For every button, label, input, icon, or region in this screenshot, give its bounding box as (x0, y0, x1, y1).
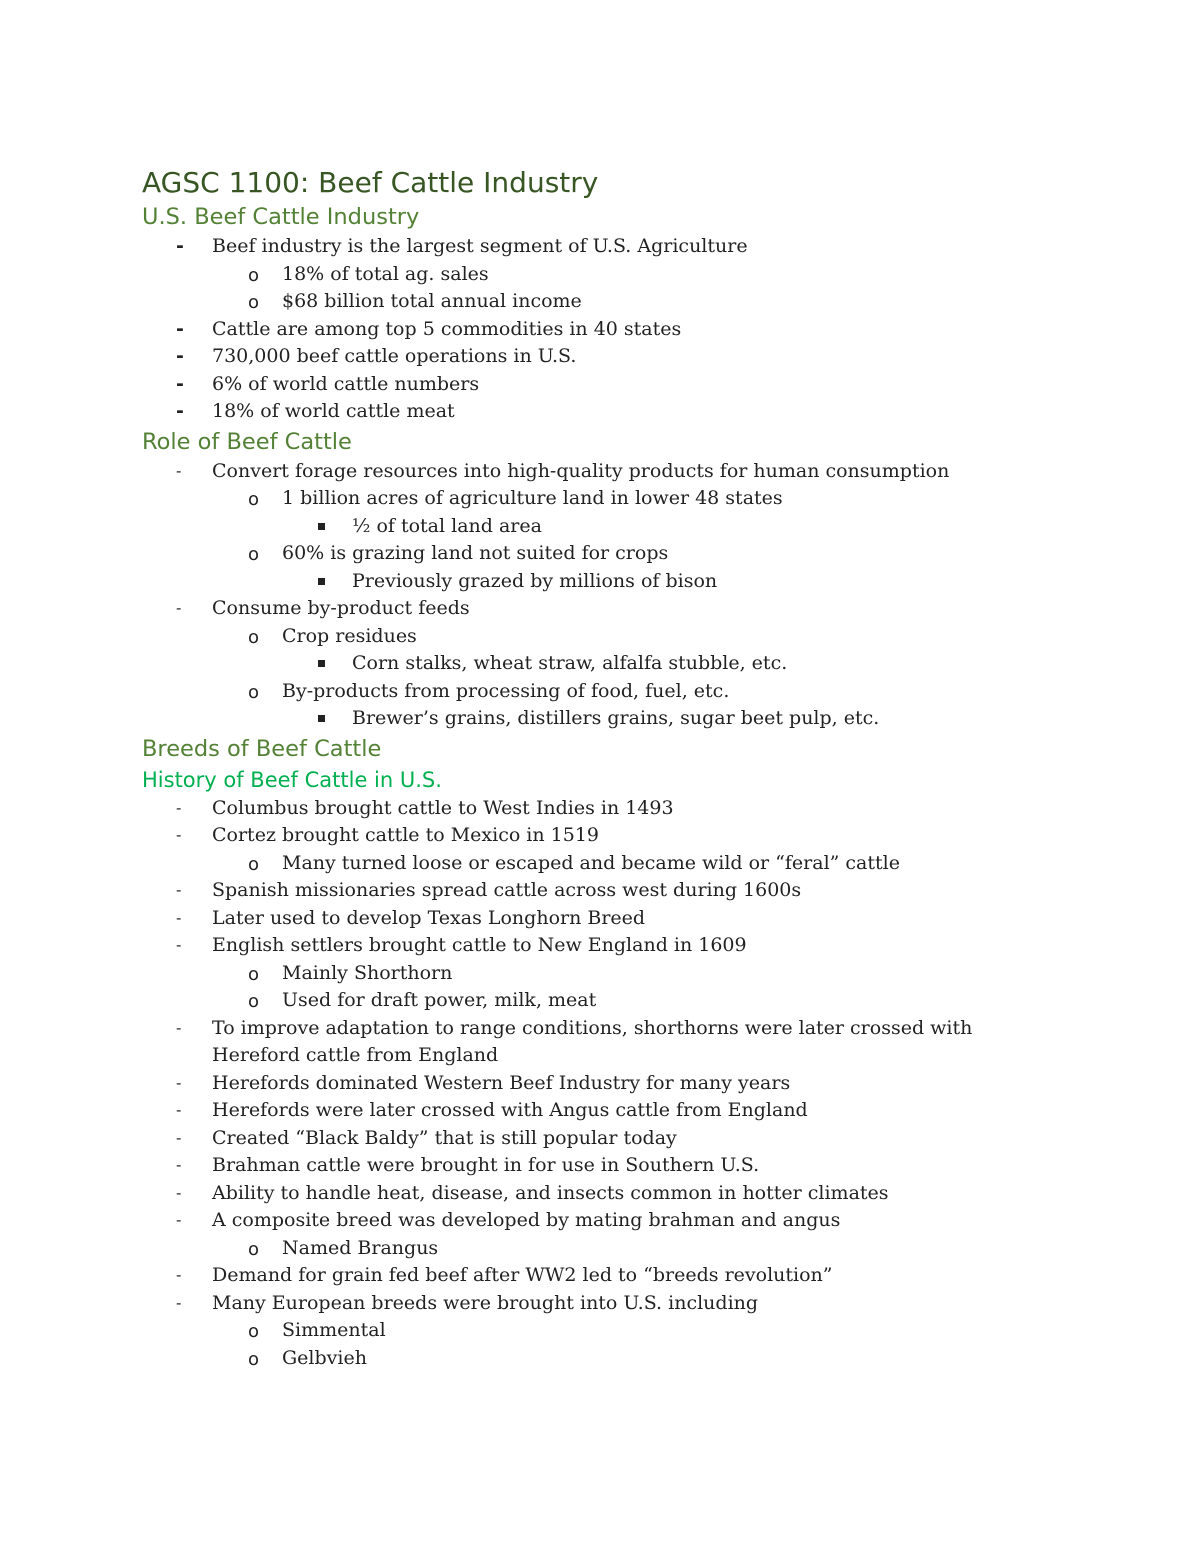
dash-bullet: - (176, 599, 182, 617)
dash-bullet: - (176, 798, 182, 817)
dash-bullet: - (176, 1293, 182, 1312)
list-item: o Mainly Shorthorn (142, 960, 1062, 988)
dash-bullet: - (176, 1018, 182, 1037)
list-item: o Simmental (142, 1317, 1062, 1345)
list-item: - Herefords dominated Western Beef Industry for many years (142, 1070, 1062, 1098)
list-item: ½ of total land area (142, 513, 1062, 541)
square-bullet (318, 523, 325, 530)
circle-bullet: o (248, 853, 260, 875)
square-bullet (318, 660, 325, 667)
dash-bullet: - (176, 1211, 182, 1229)
dash-bullet: - (176, 936, 182, 954)
dash-bullet: - (176, 317, 184, 340)
dash-bullet: - (176, 400, 184, 422)
heading-role-of-beef-cattle: Role of Beef Cattle (142, 428, 352, 455)
list-item: - Many European breeds were brought into U.S. including (142, 1290, 1062, 1318)
list-item: o $68 billion total annual income (142, 288, 1062, 316)
dash-bullet: - (176, 1156, 182, 1174)
list-item: o Named Brangus (142, 1235, 1062, 1263)
heading-history-of-beef-cattle: History of Beef Cattle in U.S. (142, 767, 442, 792)
list-item: - Demand for grain fed beef after WW2 led to “breeds revolution” (142, 1262, 1062, 1290)
list-item: - Spanish missionaries spread cattle across west during 1600s (142, 877, 1062, 905)
list-item: Previously grazed by millions of bison (142, 568, 1062, 596)
list-item: o Crop residues (142, 623, 1062, 651)
heading-us-beef-cattle-industry: U.S. Beef Cattle Industry (142, 204, 420, 230)
list-item: - English settlers brought cattle to New England in 1609 (142, 932, 1062, 960)
circle-bullet: o (248, 489, 260, 510)
list-item: - Cortez brought cattle to Mexico in 1519 (142, 822, 1062, 850)
list-item: - Consume by-product feeds (142, 595, 1062, 623)
list-item: o Used for draft power, milk, meat (142, 987, 1062, 1015)
document-title: AGSC 1100: Beef Cattle Industry (142, 166, 599, 199)
dash-bullet: - (176, 1128, 182, 1147)
list-item: - Beef industry is the largest segment of U.S. Agriculture (142, 233, 1062, 261)
list-item: - A composite breed was developed by mating brahman and angus (142, 1207, 1062, 1235)
square-bullet (318, 715, 325, 722)
dash-bullet: - (176, 235, 184, 257)
dash-bullet: - (176, 1073, 182, 1092)
list-item: Brewer’s grains, distillers grains, sugar beet pulp, etc. (142, 705, 1062, 733)
list-item: - Columbus brought cattle to West Indies in 1493 (142, 795, 1062, 823)
circle-bullet: o (248, 264, 260, 286)
circle-bullet: o (248, 991, 260, 1012)
circle-bullet: o (248, 963, 260, 985)
list-item: o 60% is grazing land not suited for crops (142, 540, 1062, 568)
dash-bullet: - (176, 1183, 182, 1202)
dash-bullet: - (176, 881, 182, 899)
document-content (142, 165, 1062, 1372)
circle-bullet: o (248, 292, 260, 313)
list-item: o 18% of total ag. sales (142, 261, 1062, 289)
list-item: o 1 billion acres of agriculture land in lower 48 states (142, 485, 1062, 513)
list-item: - Cattle are among top 5 commodities in 40 states (142, 316, 1062, 344)
dash-bullet: - (176, 372, 184, 395)
list-item: o Many turned loose or escaped and became wild or “feral” cattle (142, 850, 1062, 878)
list-item: - Brahman cattle were brought in for use in Southern U.S. (142, 1152, 1062, 1180)
square-bullet (318, 578, 325, 585)
dash-bullet: - (176, 461, 182, 480)
list-item: - 18% of world cattle meat (142, 398, 1062, 426)
list-item: o By-products from processing of food, fuel, etc. (142, 678, 1062, 706)
list-item: o Gelbvieh (142, 1345, 1062, 1373)
dash-bullet: - (176, 908, 182, 927)
circle-bullet: o (248, 1348, 260, 1370)
list-item: - Created “Black Baldy” that is still popular today (142, 1125, 1062, 1153)
list-item: Corn stalks, wheat straw, alfalfa stubble, etc. (142, 650, 1062, 678)
circle-bullet: o (248, 1321, 260, 1342)
list-item: - Later used to develop Texas Longhorn Breed (142, 905, 1062, 933)
list-item: - Ability to handle heat, disease, and insects common in hotter climates (142, 1180, 1062, 1208)
circle-bullet: o (248, 1238, 260, 1260)
list-item: - To improve adaptation to range conditions, shorthorns were later crossed with Hereford cattle from England (176, 1016, 973, 1066)
dash-bullet: - (176, 826, 182, 844)
list-item: - 6% of world cattle numbers (142, 371, 1062, 399)
dash-bullet: - (176, 345, 184, 367)
heading-breeds-of-beef-cattle: Breeds of Beef Cattle (142, 735, 382, 762)
dash-bullet: - (176, 1101, 182, 1119)
list-item: - Herefords were later crossed with Angus cattle from England (142, 1097, 1062, 1125)
list-item: - Convert forage resources into high-quality products for human consumption (142, 458, 1062, 486)
circle-bullet: o (248, 544, 260, 565)
circle-bullet: o (248, 626, 260, 648)
circle-bullet: o (248, 681, 260, 703)
dash-bullet: - (176, 1266, 182, 1284)
list-item: - 730,000 beef cattle operations in U.S. (142, 343, 1062, 371)
